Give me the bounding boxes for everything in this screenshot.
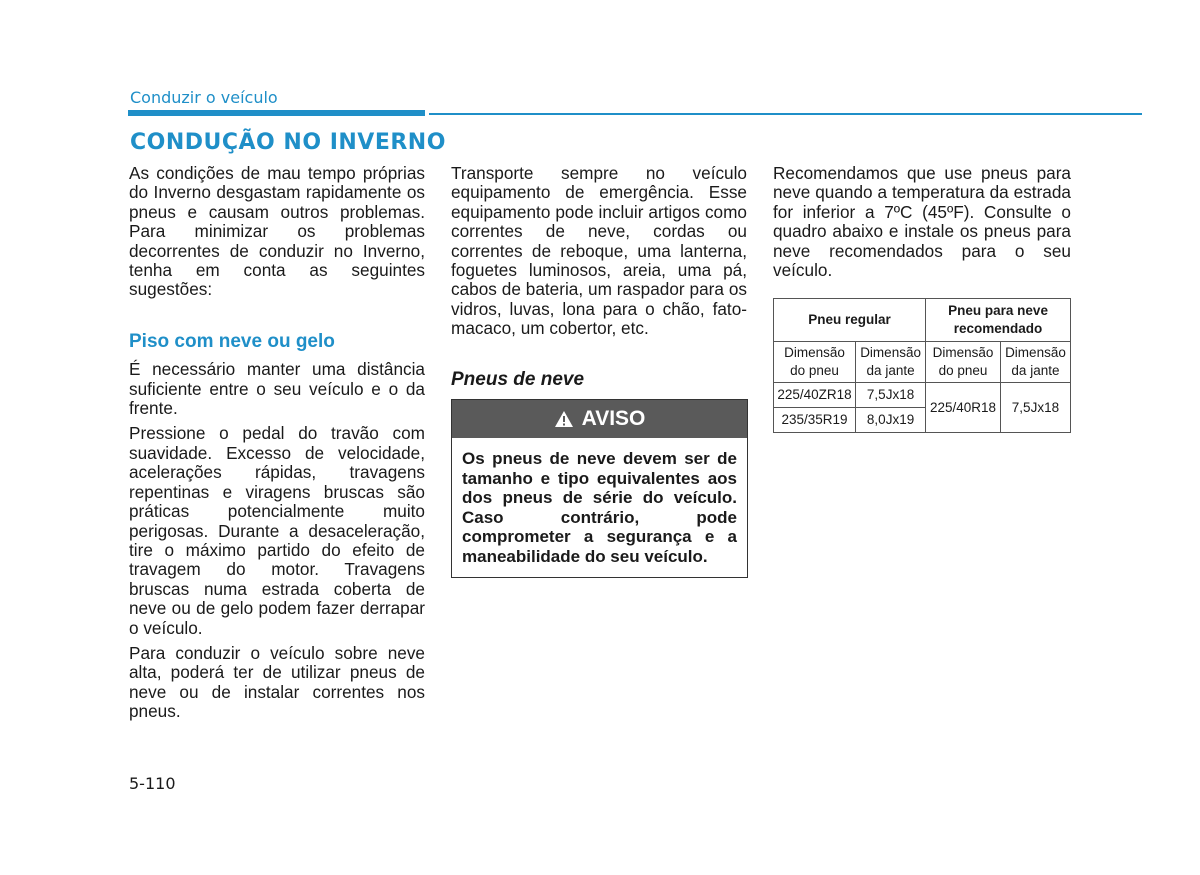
- table-subheader: Dimensão do pneu: [926, 342, 1001, 383]
- table-cell: 235/35R19: [774, 408, 856, 433]
- table-cell: 7,5Jx18: [1000, 383, 1070, 433]
- paragraph-recommendation: Recomendamos que use pneus para neve quando a temperatura da estrada for inferior a 7ºC (45ºF). Consulte o quadro abaixo e instale os pneus para neve recomendados para o seu veículo.: [773, 163, 1071, 281]
- table-cell: 225/40ZR18: [774, 383, 856, 408]
- paragraph-emergency-equipment: Transporte sempre no veículo equipamento de emergência. Esse equipamento pode incluir artigos como correntes de neve, cordas ou correntes de reboque, uma lanterna, foguetes luminosos, areia, uma pá, cabos de bateria, um raspador para os vidros, luvas, lona para o chão, fato-macaco, um cobertor, etc.: [451, 163, 747, 339]
- column-right: [773, 164, 1071, 433]
- table-subheader: Dimensão da jante: [856, 342, 926, 383]
- warning-header: [452, 400, 747, 438]
- page-number: 5-110: [129, 774, 176, 793]
- warning-triangle-icon: [554, 410, 574, 428]
- table-cell: 8,0Jx19: [856, 408, 926, 433]
- warning-label: AVISO: [581, 407, 646, 431]
- subheading-snow-ice: Piso com neve ou gelo: [129, 330, 335, 352]
- warning-text: Os pneus de neve devem ser de tamanho e tipo equivalentes aos dos pneus de série do veículo. Caso contrário, pode comprometer a segurança e a maneabilidade do seu veículo.: [462, 449, 737, 566]
- column-left: [129, 164, 425, 728]
- subheading-snow-tires: Pneus de neve: [451, 368, 585, 390]
- table-header-snow: Pneu para neve recomendado: [926, 299, 1071, 342]
- table-cell: 7,5Jx18: [856, 383, 926, 408]
- header-rule-thick: [128, 110, 425, 116]
- warning-box: [451, 399, 748, 578]
- table-subheader: Dimensão do pneu: [774, 342, 856, 383]
- table-header-regular: Pneu regular: [774, 299, 926, 342]
- paragraph-deep-snow: Para conduzir o veículo sobre neve alta, poderá ter de utilizar pneus de neve ou de instalar correntes nos pneus.: [129, 642, 425, 722]
- header-rule-thin: [429, 113, 1142, 115]
- page-title: CONDUÇÃO NO INVERNO: [130, 130, 446, 155]
- column-middle: [451, 164, 747, 578]
- paragraph-brake: Pressione o pedal do travão com suavidade. Excesso de velocidade, acelerações rápidas, travagens repentinas e viragens bruscas são práticas potencialmente muito perigosas. Durante a desaceleração, tire o máximo partido do efeito de travagem do motor. Travagens bruscas numa estrada coberta de neve ou de gelo podem fazer derrapar o veículo.: [129, 423, 425, 638]
- section-header: Conduzir o veículo: [130, 88, 278, 107]
- table-subheader: Dimensão da jante: [1000, 342, 1070, 383]
- table-cell: 225/40R18: [926, 383, 1001, 433]
- tire-table: [773, 298, 1071, 433]
- intro-paragraph: As condições de mau tempo próprias do Inverno desgastam rapidamente os pneus e causam outros problemas. Para minimizar os problemas decorrentes de conduzir no Inverno, tenha em conta as seguintes sugestões:: [129, 163, 425, 300]
- paragraph-distance: É necessário manter uma distância suficiente entre o seu veículo e o da frente.: [129, 359, 425, 419]
- table-row: [774, 383, 1071, 408]
